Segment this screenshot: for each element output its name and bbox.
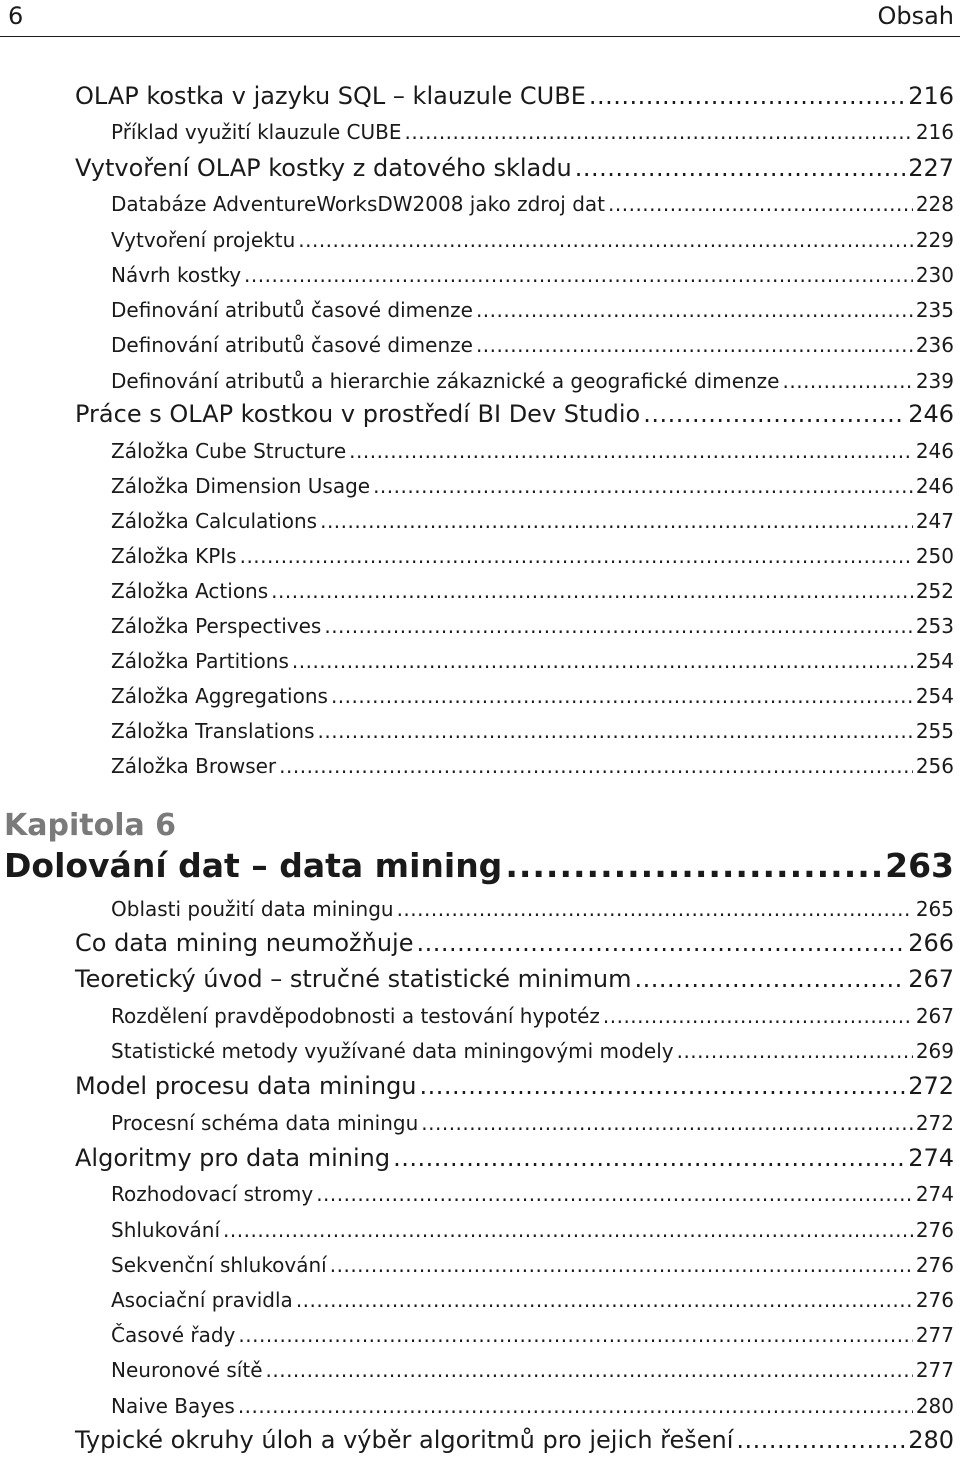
toc-entry[interactable] <box>111 263 954 297</box>
toc-entry[interactable] <box>75 400 954 434</box>
toc-entry[interactable] <box>75 1144 954 1178</box>
toc-entry[interactable] <box>75 1072 954 1106</box>
leader-dots <box>634 965 905 993</box>
toc-entry-title: Příklad využití klauzule CUBE <box>111 120 402 144</box>
chapter-label: Kapitola 6 <box>4 808 177 843</box>
toc-entry-title: Rozdělení pravděpodobnosti a testování hypotéz <box>111 1004 600 1028</box>
toc-entry-page: 246 <box>915 474 954 498</box>
toc-entry-title: Záložka Actions <box>111 579 269 603</box>
toc-entry-page: 280 <box>908 1426 954 1454</box>
leader-dots <box>405 120 913 144</box>
toc-entry[interactable] <box>75 154 954 188</box>
toc-entry-title: Sekvenční shlukování <box>111 1253 327 1277</box>
toc-entry[interactable] <box>111 1394 954 1428</box>
leader-dots <box>603 1004 913 1028</box>
toc-entry-page: 272 <box>915 1111 954 1135</box>
leader-dots <box>783 369 913 393</box>
toc-entry[interactable] <box>111 754 954 788</box>
toc-entry[interactable] <box>111 1004 954 1038</box>
leader-dots <box>736 1426 905 1454</box>
toc-entry-title: Shlukování <box>111 1218 221 1242</box>
leader-dots <box>292 649 913 673</box>
toc-entry-title: Záložka Dimension Usage <box>111 474 371 498</box>
toc-entry-page: 236 <box>915 333 954 357</box>
leader-dots <box>223 1218 913 1242</box>
leader-dots <box>397 897 913 921</box>
toc-entry-title: Dolování dat – data mining <box>4 846 503 885</box>
toc-entry-page: 276 <box>915 1218 954 1242</box>
toc-entry-title: Vytvoření projektu <box>111 228 296 252</box>
leader-dots <box>238 1323 912 1347</box>
leader-dots <box>575 154 905 182</box>
toc-entry[interactable] <box>111 509 954 543</box>
toc-entry[interactable] <box>111 1111 954 1145</box>
toc-entry-page: 227 <box>908 154 954 182</box>
toc-entry-page: 229 <box>915 228 954 252</box>
leader-dots <box>240 544 913 568</box>
toc-entry-title: Oblasti použití data miningu <box>111 897 394 921</box>
toc-entry-title: Časové řady <box>111 1323 236 1347</box>
toc-entry-title: Záložka Calculations <box>111 509 318 533</box>
toc-entry-title: Definování atributů a hierarchie zákaznické a geografické dimenze <box>111 369 780 393</box>
toc-entry[interactable] <box>75 929 954 963</box>
toc-entry-title: Práce s OLAP kostkou v prostředí BI Dev Studio <box>75 400 641 428</box>
toc-entry-page: 254 <box>915 684 954 708</box>
toc-entry-page: 255 <box>915 719 954 743</box>
toc-entry-title: Co data mining neumožňuje <box>75 929 414 957</box>
toc-entry-page: 247 <box>915 509 954 533</box>
toc-entry-page: 239 <box>915 369 954 393</box>
toc-entry-page: 265 <box>915 897 954 921</box>
toc-entry-title: Definování atributů časové dimenze <box>111 298 473 322</box>
toc-entry[interactable] <box>75 82 954 116</box>
toc-entry-page: 246 <box>915 439 954 463</box>
toc-entry-title: Procesní schéma data miningu <box>111 1111 419 1135</box>
leader-dots <box>271 579 913 603</box>
toc-entry-page: 266 <box>908 929 954 957</box>
toc-entry-page: 269 <box>915 1039 954 1063</box>
toc-entry[interactable] <box>111 1218 954 1252</box>
leader-dots <box>476 298 913 322</box>
leader-dots <box>421 1111 913 1135</box>
toc-entry[interactable] <box>111 369 954 403</box>
toc-entry[interactable] <box>111 439 954 473</box>
toc-entry[interactable] <box>111 333 954 367</box>
toc-entry-page: 216 <box>915 120 954 144</box>
toc-entry[interactable] <box>75 1426 954 1460</box>
toc-entry-title: Algoritmy pro data mining <box>75 1144 391 1172</box>
leader-dots <box>244 263 913 287</box>
leader-dots <box>330 1253 913 1277</box>
toc-entry[interactable] <box>111 614 954 648</box>
leader-dots <box>393 1144 905 1172</box>
toc-entry-title: Statistické metody využívané data miningovými modely <box>111 1039 674 1063</box>
toc-entry-page: 267 <box>908 965 954 993</box>
toc-entry-page: 276 <box>915 1288 954 1312</box>
toc-entry-title: Rozhodovací stromy <box>111 1182 314 1206</box>
toc-entry-page: 256 <box>915 754 954 778</box>
toc-entry-title: OLAP kostka v jazyku SQL – klauzule CUBE <box>75 82 586 110</box>
toc-entry[interactable] <box>111 649 954 683</box>
header-title: Obsah <box>877 2 954 30</box>
toc-entry-title: Neuronové sítě <box>111 1358 263 1382</box>
toc-entry-page: 277 <box>915 1323 954 1347</box>
toc-entry-page: 230 <box>915 263 954 287</box>
toc-entry[interactable] <box>111 298 954 332</box>
toc-entry-title: Typické okruhy úloh a výběr algoritmů pro jejich řešení <box>75 1426 734 1454</box>
toc-entry-page: 228 <box>915 192 954 216</box>
toc-entry[interactable] <box>111 228 954 262</box>
leader-dots <box>420 1072 906 1100</box>
toc-entry-title: Naive Bayes <box>111 1394 235 1418</box>
toc-entry-page: 274 <box>915 1182 954 1206</box>
page-number: 6 <box>8 2 24 30</box>
toc-entry[interactable] <box>111 1358 954 1392</box>
toc-entry[interactable] <box>111 1182 954 1216</box>
leader-dots <box>677 1039 913 1063</box>
toc-entry-title: Záložka Aggregations <box>111 684 328 708</box>
toc-entry-page: 235 <box>915 298 954 322</box>
toc-entry-page: 252 <box>915 579 954 603</box>
toc-entry-title: Záložka Translations <box>111 719 315 743</box>
toc-entry-page: 276 <box>915 1253 954 1277</box>
toc-entry[interactable] <box>111 1039 954 1073</box>
leader-dots <box>373 474 913 498</box>
toc-entry[interactable] <box>111 719 954 753</box>
toc-entry[interactable] <box>111 544 954 578</box>
leader-dots <box>416 929 905 957</box>
toc-entry[interactable] <box>111 579 954 613</box>
toc-entry-title: Definování atributů časové dimenze <box>111 333 473 357</box>
toc-entry-title: Vytvoření OLAP kostky z datového skladu <box>75 154 572 182</box>
leader-dots <box>279 754 913 778</box>
leader-dots <box>320 509 913 533</box>
leader-dots <box>238 1394 913 1418</box>
toc-entry[interactable] <box>111 684 954 718</box>
toc-entry-title: Teoretický úvod – stručné statistické minimum <box>75 965 632 993</box>
toc-entry-page: 254 <box>915 649 954 673</box>
toc-entry-page: 216 <box>908 82 954 110</box>
leader-dots <box>318 719 913 743</box>
toc-entry-page: 280 <box>915 1394 954 1418</box>
toc-entry-page: 253 <box>915 614 954 638</box>
leader-dots <box>296 1288 913 1312</box>
leader-dots <box>608 192 913 216</box>
toc-entry-title: Asociační pravidla <box>111 1288 293 1312</box>
leader-dots <box>589 82 905 110</box>
header-rule <box>0 36 960 37</box>
toc-entry[interactable] <box>111 474 954 508</box>
toc-entry-title: Záložka KPIs <box>111 544 237 568</box>
toc-entry-title: Model procesu data miningu <box>75 1072 417 1100</box>
chapter-title-entry[interactable] <box>4 846 954 890</box>
toc-entry-title: Záložka Browser <box>111 754 277 778</box>
leader-dots <box>476 333 913 357</box>
toc-entry[interactable] <box>111 192 954 226</box>
toc-entry[interactable] <box>111 1288 954 1322</box>
toc-entry-page: 263 <box>885 846 954 885</box>
leader-dots <box>643 400 905 428</box>
leader-dots <box>505 846 882 885</box>
toc-entry-title: Záložka Partitions <box>111 649 289 673</box>
toc-entry-page: 272 <box>908 1072 954 1100</box>
toc-entry-title: Záložka Cube Structure <box>111 439 347 463</box>
toc-entry[interactable] <box>111 1253 954 1287</box>
toc-entry[interactable] <box>111 897 954 931</box>
toc-entry[interactable] <box>75 965 954 999</box>
leader-dots <box>316 1182 913 1206</box>
leader-dots <box>266 1358 913 1382</box>
leader-dots <box>324 614 912 638</box>
page-header <box>0 0 960 38</box>
toc-entry-page: 267 <box>915 1004 954 1028</box>
toc-entry[interactable] <box>111 1323 954 1357</box>
toc-entry-title: Návrh kostky <box>111 263 242 287</box>
leader-dots <box>349 439 913 463</box>
toc-entry-page: 250 <box>915 544 954 568</box>
toc-entry-title: Databáze AdventureWorksDW2008 jako zdroj dat <box>111 192 606 216</box>
toc-entry-page: 277 <box>915 1358 954 1382</box>
toc-entry-page: 246 <box>908 400 954 428</box>
toc-entry-title: Záložka Perspectives <box>111 614 322 638</box>
toc-entry[interactable] <box>111 120 954 154</box>
leader-dots <box>331 684 913 708</box>
leader-dots <box>298 228 913 252</box>
toc-entry-page: 274 <box>908 1144 954 1172</box>
